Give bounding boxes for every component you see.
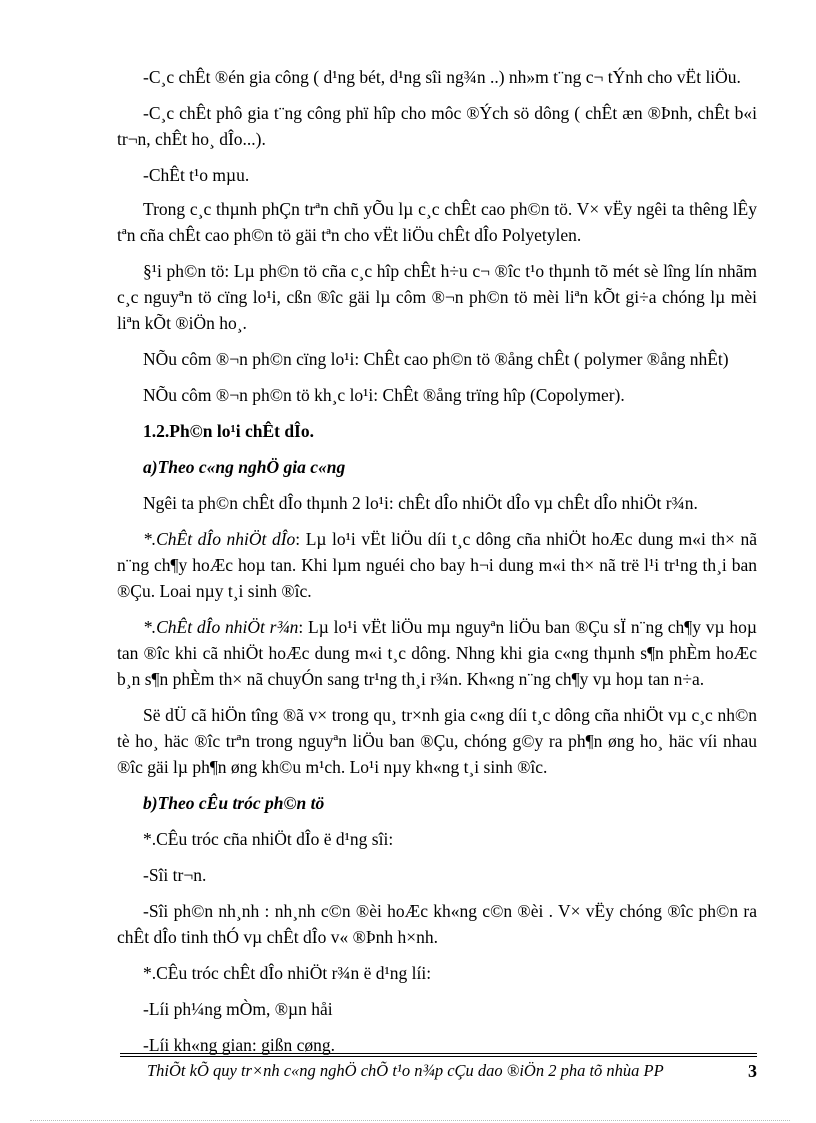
subheading-by-structure: b)Theo cÊu tróc ph©n tö: [143, 793, 325, 813]
section-heading-classification: 1.2.Ph©n lo¹i chÊt dÎo.: [143, 421, 314, 441]
paragraph-thermoplastic: [117, 526, 757, 604]
line-planar-network: -Líi ph¼ng mÒm, ®µn håi: [143, 999, 333, 1019]
page-footer: [117, 1060, 757, 1082]
page-body: [117, 64, 757, 1068]
paragraph-colorant: -ChÊt t¹o mµu.: [143, 165, 250, 185]
line-thermoset-structure: *.CÊu tróc chÊt dÎo nhiÖt r¾n ë d¹ng líi:: [143, 963, 432, 983]
line-thermoplastic-structure: *.CÊu tróc cña nhiÖt dÎo ë d¹ng sîi:: [143, 829, 394, 849]
term-thermoset: *.ChÊt dÎo nhiÖt r¾n: [143, 617, 299, 637]
paragraph-homopolymer: NÕu côm ®¬n ph©n cïng lo¹i: ChÊt cao ph©n tö ®ång chÊt ( polymer ®ång nhÊt): [143, 349, 729, 369]
paragraph-two-types: Ngêi ta ph©n chÊt dÎo thµnh 2 lo¹i: chÊt dÎo nhiÖt dÎo vµ chÊt dÎo nhiÖt r¾n.: [143, 493, 698, 513]
paragraph-thermoset: [117, 614, 757, 692]
definition-thermoset: : Lµ lo¹i vËt liÖu mµ nguyªn liÖu ban ®Çu sÏ n¨ng ch¶y vµ hoµ tan ®îc khi cã nhiÖt hoÆc dung m«i t¸c dông. Nhng khi gia c«ng thµnh s¶n phÈm hoÆc b¸n s¶n phÈm th× nã chuyÓn sang tr¹ng th¸i r¾n. Kh«ng n¨ng ch¶y vµ hoµ tan n÷a.: [117, 617, 757, 689]
page-number: 3: [748, 1061, 757, 1081]
line-linear-fiber: -Sîi tr¬n.: [143, 865, 207, 885]
term-thermoplastic: *.ChÊt dÎo nhiÖt dÎo: [143, 529, 296, 549]
paragraph-additives: -C¸c chÊt phô gia t¨ng công phï hîp cho môc ®Ých sö dông ( chÊt æn ®Þnh, chÊt b«i tr¬n, chÊt ho¸ dÎo...).: [117, 103, 757, 149]
subheading-by-processing: a)Theo c«ng nghÖ gia c«ng: [143, 457, 346, 477]
footer-title: ThiÕt kÕ quy tr×nh c«ng nghÖ chÕ t¹o n¾p cÇu dao ®iÖn 2 pha tõ nhùa PP: [147, 1061, 664, 1080]
paragraph-macromolecule: §¹i ph©n tö: Lµ ph©n tö cña c¸c hîp chÊt h÷u c¬ ®îc t¹o thµnh tõ mét sè lîng lín nhãm c¸c nguyªn tö cïng lo¹i, cßn ®îc gäi lµ côm ®¬n ph©n tö mèi liªn kÕt gi÷a chóng lµ mèi liªn kÕt ®iÖn ho¸.: [117, 261, 757, 333]
paragraph-fillers: -C¸c chÊt ®én gia công ( d¹ng bét, d¹ng sîi ng¾n ..) nh»m t¨ng c¬ tÝnh cho vËt liÖu.: [143, 67, 741, 87]
line-branched-fiber: -Sîi ph©n nh¸nh : nh¸nh c©n ®èi hoÆc kh«ng c©n ®èi . V× vËy chóng ®îc ph©n ra chÊt dÎo tinh thÓ vµ chÊt dÎo v« ®Þnh h×nh.: [117, 901, 757, 947]
footer-divider: [120, 1053, 757, 1057]
page-bottom-border: [30, 1120, 790, 1121]
paragraph-crosslinking: Së dÜ cã hiÖn tîng ®ã v× trong qu¸ tr×nh gia c«ng díi t¸c dông cña nhiÖt vµ c¸c nh©n tè ho¸ häc ®îc trªn trong nguyªn liÖu ban ®Çu, chóng g©y ra ph¶n øng ho¸ häc víi nhau ®îc gäi lµ ph¶n øng kh©u m¹ch. Lo¹i nµy kh«ng t¸i sinh ®îc.: [117, 705, 757, 777]
line-spatial-network: -Líi kh«ng gian: gißn cøng.: [143, 1035, 335, 1055]
paragraph-copolymer: NÕu côm ®¬n ph©n tö kh¸c lo¹i: ChÊt ®ång trïng hîp (Copolymer).: [143, 385, 625, 405]
paragraph-naming: Trong c¸c thµnh phÇn trªn chñ yÕu lµ c¸c chÊt cao ph©n tö. V× vËy ngêi ta thêng lÊy tªn cña chÊt cao ph©n tö gäi tªn cho vËt liÖu chÊt dÎo Polyetylen.: [117, 199, 757, 245]
definition-thermoplastic: : Lµ lo¹i vËt liÖu díi t¸c dông cña nhiÖt hoÆc dung m«i th× nã n¨ng ch¶y hoÆc hoµ tan. Khi lµm nguéi cho bay h¬i dung m«i th× nã trë l¹i tr¹ng th¸i ban ®Çu. Loai nµy t¸i sinh ®îc.: [117, 529, 757, 601]
